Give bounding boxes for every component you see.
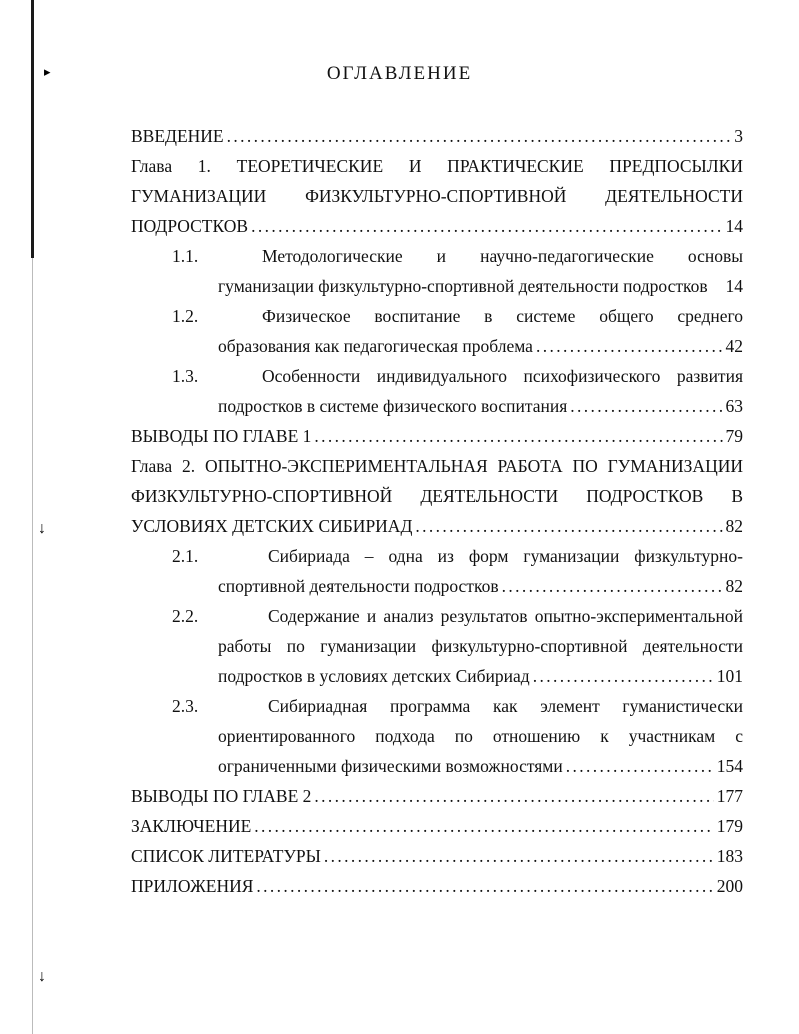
toc-leader-dots bbox=[256, 875, 713, 897]
page-title: ОГЛАВЛЕНИЕ bbox=[326, 63, 473, 84]
scan-edge-line-faint bbox=[32, 258, 33, 1034]
toc-page: 82 bbox=[725, 576, 743, 596]
toc-section-2-3-line2[interactable]: ориентированного подхода по отношению к участникам с bbox=[218, 726, 743, 746]
toc-entry-conclusions-ch1[interactable] bbox=[131, 425, 743, 447]
toc-section-number: 2.3. bbox=[172, 696, 199, 716]
scan-mark-arrow: ▸ bbox=[44, 64, 51, 79]
toc-page: 63 bbox=[725, 396, 743, 416]
toc-page: 179 bbox=[716, 816, 743, 836]
toc-leader-dots bbox=[566, 755, 714, 777]
toc-label: ПОДРОСТКОВ bbox=[131, 216, 249, 236]
toc-section-number: 2.2. bbox=[172, 606, 199, 626]
scan-mark-tick: ↓ bbox=[38, 520, 46, 537]
toc-label: СПИСОК ЛИТЕРАТУРЫ bbox=[131, 846, 321, 866]
toc-section-2-3-line1[interactable]: Сибириадная программа как элемент гуманистически bbox=[268, 696, 743, 716]
toc-section-number: 1.3. bbox=[172, 366, 199, 386]
toc-label: образования как педагогическая проблема bbox=[218, 336, 533, 356]
toc-entry-intro[interactable] bbox=[131, 125, 743, 147]
toc-section-1-1-line1[interactable]: Методологические и научно-педагогические основы bbox=[262, 246, 743, 266]
toc-entry-conclusions-ch2[interactable] bbox=[131, 785, 743, 807]
toc-section-number: 1.2. bbox=[172, 306, 199, 326]
toc-entry-appendices[interactable] bbox=[131, 875, 743, 897]
toc-chapter2-line1[interactable]: Глава 2. ОПЫТНО-ЭКСПЕРИМЕНТАЛЬНАЯ РАБОТА ПО ГУМАНИЗАЦИИ bbox=[131, 456, 743, 476]
toc-label: ограниченными физическими возможностями bbox=[218, 756, 563, 776]
toc-section-2-2-line3[interactable] bbox=[218, 665, 743, 687]
toc-label: ВВЕДЕНИЕ bbox=[131, 126, 224, 146]
toc-section-1-3-line2[interactable] bbox=[218, 395, 743, 417]
toc-page: 14 bbox=[725, 276, 743, 296]
toc-section-1-2-line2[interactable] bbox=[218, 335, 743, 357]
toc-page: 200 bbox=[716, 876, 743, 896]
toc-leader-dots bbox=[314, 785, 713, 807]
toc-label: подростков в системе физического воспитания bbox=[218, 396, 568, 416]
toc-page: 42 bbox=[725, 336, 743, 356]
toc-label: ВЫВОДЫ ПО ГЛАВЕ 1 bbox=[131, 426, 312, 446]
toc-chapter2-line3[interactable] bbox=[131, 515, 743, 537]
toc-label: гуманизации физкультурно-спортивной деятельности подростков bbox=[218, 276, 708, 296]
toc-leader-dots bbox=[227, 125, 732, 147]
toc-section-number: 1.1. bbox=[172, 246, 199, 266]
toc-leader-dots bbox=[314, 425, 722, 447]
toc-leader-dots bbox=[533, 665, 714, 687]
toc-section-2-1-line1[interactable]: Сибириада – одна из форм гуманизации физкультурно- bbox=[268, 546, 743, 566]
toc-page: 3 bbox=[734, 126, 743, 146]
toc-section-2-3-line3[interactable] bbox=[218, 755, 743, 777]
toc-entry-references[interactable] bbox=[131, 845, 743, 867]
toc-chapter2-line2[interactable]: ФИЗКУЛЬТУРНО-СПОРТИВНОЙ ДЕЯТЕЛЬНОСТИ ПОДРОСТКОВ В bbox=[131, 486, 743, 506]
toc-chapter1-line3[interactable] bbox=[131, 215, 743, 237]
toc-leader-dots bbox=[415, 515, 722, 537]
toc-page: 183 bbox=[716, 846, 743, 866]
toc-page: 79 bbox=[725, 426, 743, 446]
toc-label: УСЛОВИЯХ ДЕТСКИХ СИБИРИАД bbox=[131, 516, 413, 536]
toc-page: 82 bbox=[725, 516, 743, 536]
toc-label: подростков в условиях детских Сибириад bbox=[218, 666, 530, 686]
toc-page: 177 bbox=[716, 786, 743, 806]
toc-label: ПРИЛОЖЕНИЯ bbox=[131, 876, 254, 896]
toc-label: ЗАКЛЮЧЕНИЕ bbox=[131, 816, 252, 836]
toc-leader-dots bbox=[536, 335, 723, 357]
toc-entry-conclusion[interactable] bbox=[131, 815, 743, 837]
toc-leader-dots bbox=[324, 845, 714, 867]
toc-section-2-2-line2[interactable]: работы по гуманизации физкультурно-спортивной деятельности bbox=[218, 636, 743, 656]
toc-section-2-2-line1[interactable]: Содержание и анализ результатов опытно-экспериментальной bbox=[268, 606, 743, 626]
toc-leader-dots bbox=[254, 815, 713, 837]
toc-section-1-2-line1[interactable]: Физическое воспитание в системе общего среднего bbox=[262, 306, 743, 326]
toc-page: 101 bbox=[716, 666, 743, 686]
toc-page: 154 bbox=[716, 756, 743, 776]
toc-section-2-1-line2[interactable] bbox=[218, 575, 743, 597]
scan-mark-tick: ↓ bbox=[38, 968, 46, 985]
toc-section-1-3-line1[interactable]: Особенности индивидуального психофизического развития bbox=[262, 366, 743, 386]
toc-page: 14 bbox=[725, 216, 743, 236]
toc-label: спортивной деятельности подростков bbox=[218, 576, 499, 596]
toc-leader-dots bbox=[502, 575, 723, 597]
scan-edge-line bbox=[31, 0, 34, 258]
toc-chapter1-line2[interactable]: ГУМАНИЗАЦИИ ФИЗКУЛЬТУРНО-СПОРТИВНОЙ ДЕЯТЕЛЬНОСТИ bbox=[131, 186, 743, 206]
toc-leader-dots bbox=[570, 395, 722, 417]
toc-section-1-1-line2[interactable] bbox=[218, 275, 743, 297]
toc-section-number: 2.1. bbox=[172, 546, 199, 566]
toc-chapter1-line1[interactable]: Глава 1. ТЕОРЕТИЧЕСКИЕ И ПРАКТИЧЕСКИЕ ПРЕДПОСЫЛКИ bbox=[131, 156, 743, 176]
toc-label: ВЫВОДЫ ПО ГЛАВЕ 2 bbox=[131, 786, 312, 806]
toc-leader-dots bbox=[251, 215, 722, 237]
